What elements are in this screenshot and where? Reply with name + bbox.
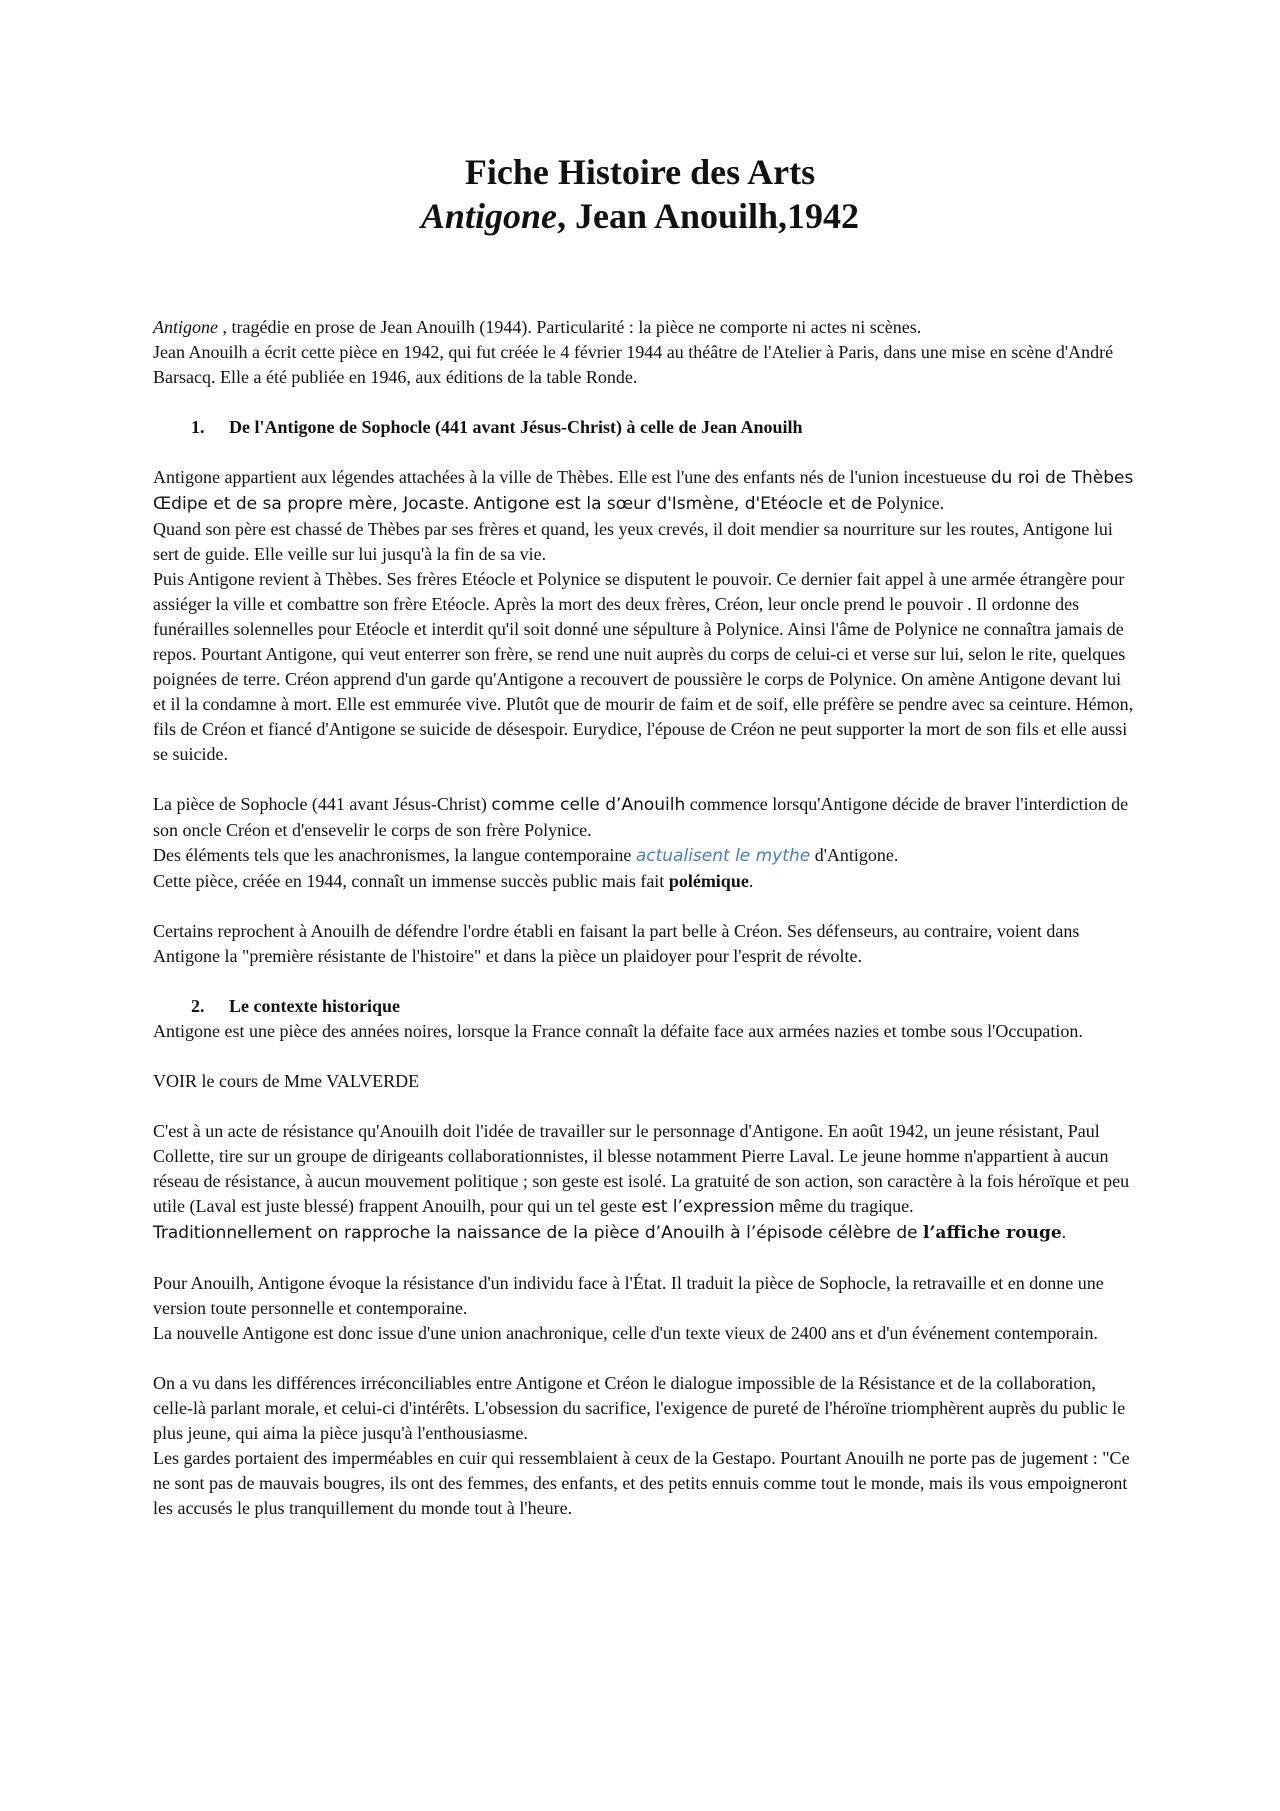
section-1-paragraph-7: Certains reprochent à Anouilh de défendre l'ordre établi en faisant la part belle à Créon. Ses défenseurs, au contraire, voient dans Antigone la "première résistante de l'histoire" et dans la pièce un plaidoyer pour l'esprit de révolte. bbox=[153, 921, 1080, 966]
text-run: . bbox=[1061, 1222, 1067, 1242]
document-body bbox=[153, 315, 1138, 1521]
text-run: Des éléments tels que les anachronismes, la langue contemporaine bbox=[153, 845, 636, 865]
section-1-paragraph-1 bbox=[153, 465, 1138, 517]
title-line-1: Fiche Histoire des Arts bbox=[464, 152, 816, 192]
section-2-paragraph-1: Antigone est une pièce des années noires, lorsque la France connaît la défaite face aux armées nazies et tombe sous l'Occupation. bbox=[153, 1021, 1083, 1041]
title-work-name: Antigone bbox=[420, 196, 557, 236]
bold-text: polémique bbox=[668, 871, 749, 891]
spacer bbox=[153, 894, 1138, 919]
section-1-paragraph-4 bbox=[153, 792, 1138, 843]
section-1-title: De l'Antigone de Sophocle (441 avant Jésus-Christ) à celle de Jean Anouilh bbox=[229, 417, 803, 437]
section-1-paragraph-5 bbox=[153, 843, 1138, 869]
spacer bbox=[153, 1346, 1138, 1371]
section-2-paragraph-3 bbox=[153, 1119, 1138, 1220]
section-1-paragraph-6 bbox=[153, 869, 1138, 894]
text-run: Cette pièce, créée en 1944, connaît un immense succès public mais fait bbox=[153, 871, 669, 891]
section-2-heading bbox=[153, 994, 1138, 1019]
text-run: du roi de Thèbes Œdipe et de sa propre mère, Jocaste bbox=[153, 468, 1134, 514]
section-1-paragraph-2: Quand son père est chassé de Thèbes par ses frères et quand, les yeux crevés, il doit mendier sa nourriture sur les routes, Antigone lui sert de guide. Elle veille sur lui jusqu'à la fin de sa vie. bbox=[153, 519, 1113, 564]
text-run: Antigone appartient aux légendes attachées à la ville de Thèbes. Elle est l'une des enfants nés de l'union incestueuse bbox=[153, 467, 991, 487]
spacer bbox=[153, 767, 1138, 792]
text-run: C'est à un acte de résistance qu'Anouilh doit l'idée de travailler sur le personnage d'Antigone. En août 1942, un jeune résistant, Paul Collette, tire sur un groupe de dirigeants collaborationnistes, il blesse notamment Pierre Laval. Le jeune homme n'appartient à aucun réseau de résistance, à aucun mouvement politique ; son geste est isolé. La gratuité de son action, son caractère à la fois héroïque et peu utile (Laval est juste blessé) frappent Anouilh, pour qui un tel geste bbox=[153, 1121, 1130, 1216]
intro-line-2: Jean Anouilh a écrit cette pièce en 1942, qui fut créée le 4 février 1944 au théâtre de l'Atelier à Paris, dans une mise en scène d'André Barsacq. Elle a été publiée en 1946, aux éditions de la table Ronde. bbox=[153, 342, 1114, 387]
text-run: Polynice. bbox=[872, 493, 945, 513]
section-1-heading bbox=[153, 415, 1138, 440]
section-1-paragraph-3: Puis Antigone revient à Thèbes. Ses frères Etéocle et Polynice se disputent le pouvoir. Ce dernier fait appel à une armée étrangère pour assiéger la ville et combattre son frère Etéocle. Après la mort des deux frères, Créon, leur oncle prend le pouvoir . Il ordonne des funérailles solennelles pour Etéocle et interdit qu'il soit donné une sépulture à Polynice. Ainsi l'âme de Polynice ne connaîtra jamais de repos. Pourtant Antigone, qui veut enterrer son frère, se rend une nuit auprès du corps de celui-ci et verse sur lui, selon le rite, quelques poignées de terre. Créon apprend d'un garde qu'Antigone a recouvert de poussière le corps de Polynice. On amène Antigone devant lui et il la condamne à mort. Elle est emmurée vive. Plutôt que de mourir de faim et de soif, elle préfère se pendre avec sa ceinture. Hémon, fils de Créon et fiancé d'Antigone se suicide de désespoir. Eurydice, l'épouse de Créon ne peut supporter la mort de son fils et elle aussi se suicide. bbox=[153, 569, 1134, 764]
title-author-year: , Jean Anouilh,1942 bbox=[556, 196, 860, 236]
text-run: . bbox=[464, 493, 474, 513]
text-run: Antigone est la sœur d'Ismène, d'Etéocle et de bbox=[473, 494, 873, 514]
spacer bbox=[153, 390, 1138, 415]
text-run: La pièce de Sophocle (441 avant Jésus-Christ) bbox=[153, 794, 492, 814]
text-run: commence lorsqu'Antigone décide de braver l'interdiction de son oncle Créon et d'ensevelir le corps de son frère Polynice. bbox=[153, 794, 1129, 840]
text-run: . bbox=[748, 871, 754, 891]
text-run: même du tragique. bbox=[774, 1196, 914, 1216]
text-run: est l’expression bbox=[641, 1197, 775, 1217]
document-title bbox=[0, 150, 1280, 238]
highlight-text: actualisent le mythe bbox=[635, 846, 811, 866]
text-run: Traditionnellement on rapproche la naissance de la pièce d’Anouilh à l’épisode célèbre de bbox=[153, 1223, 924, 1243]
section-2-paragraph-2: VOIR le cours de Mme VALVERDE bbox=[153, 1071, 420, 1091]
spacer bbox=[153, 969, 1138, 994]
section-2-title: Le contexte historique bbox=[229, 996, 400, 1016]
intro-rest: , tragédie en prose de Jean Anouilh (1944). Particularité : la pièce ne comporte ni actes ni scènes. bbox=[218, 317, 922, 337]
section-2-paragraph-6: La nouvelle Antigone est donc issue d'une union anachronique, celle d'un texte vieux de 2400 ans et d'un événement contemporain. bbox=[153, 1323, 1098, 1343]
spacer bbox=[153, 1094, 1138, 1119]
section-2-paragraph-5: Pour Anouilh, Antigone évoque la résistance d'un individu face à l'État. Il traduit la pièce de Sophocle, la retravaille et en donne une version toute personnelle et contemporaine. bbox=[153, 1273, 1104, 1318]
text-run: d'Antigone. bbox=[810, 845, 899, 865]
bold-text: l’affiche rouge bbox=[923, 1223, 1062, 1243]
spacer bbox=[153, 1044, 1138, 1069]
title-line-2 bbox=[0, 194, 1280, 238]
section-2-paragraph-4 bbox=[153, 1220, 1138, 1246]
section-2-number: 2. bbox=[191, 996, 205, 1016]
section-2-paragraph-7: On a vu dans les différences irréconciliables entre Antigone et Créon le dialogue impossible de la Résistance et de la collaboration, celle-là parlant morale, et celui-ci d'intérêts. L'obsession du sacrifice, l'exigence de pureté de l'héroïne triomphèrent auprès du public le plus jeune, qui aima la pièce jusqu'à l'enthousiasme. bbox=[153, 1373, 1126, 1443]
section-2-paragraph-8: Les gardes portaient des imperméables en cuir qui ressemblaient à ceux de la Gestapo. Pourtant Anouilh ne porte pas de jugement : "Ce ne sont pas de mauvais bougres, ils ont des femmes, des enfants, et des petits ennuis comme tout le monde, mais ils vous empoigneront les accusés le plus tranquillement du monde tout à l'heure. bbox=[153, 1448, 1130, 1518]
spacer bbox=[153, 1246, 1138, 1271]
spacer bbox=[153, 440, 1138, 465]
intro-paragraph bbox=[153, 315, 1138, 390]
intro-italic: Antigone bbox=[153, 317, 218, 337]
text-run: comme celle d’Anouilh bbox=[491, 795, 686, 815]
section-1-number: 1. bbox=[191, 417, 205, 437]
